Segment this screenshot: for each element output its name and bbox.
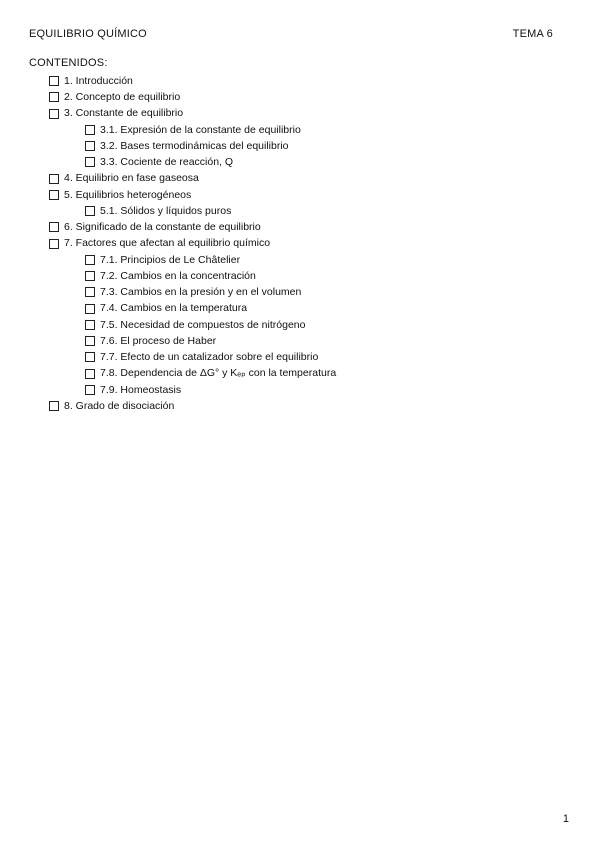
toc-checkbox[interactable] — [49, 239, 59, 249]
toc-item — [0, 268, 600, 284]
toc-checkbox[interactable] — [85, 125, 95, 135]
toc-checkbox[interactable] — [85, 206, 95, 216]
toc-checkbox[interactable] — [85, 336, 95, 346]
topic-label: TEMA 6 — [512, 28, 553, 40]
toc-checkbox[interactable] — [85, 157, 95, 167]
toc-item — [0, 154, 600, 170]
toc-item-label: 6. Significado de la constante de equilibrio — [64, 221, 261, 234]
toc-checkbox[interactable] — [49, 109, 59, 119]
toc-checkbox[interactable] — [85, 320, 95, 330]
toc-item-label: 7.8. Dependencia de ΔG° y Kₑₚ con la temperatura — [100, 367, 337, 380]
toc-item — [0, 398, 600, 414]
toc-item — [0, 203, 600, 219]
toc-checkbox[interactable] — [49, 401, 59, 411]
toc-checkbox[interactable] — [85, 287, 95, 297]
toc-item-label: 7.9. Homeostasis — [100, 383, 182, 396]
contents-heading: CONTENIDOS: — [29, 57, 108, 69]
toc-item-label: 7.5. Necesidad de compuestos de nitrógeno — [100, 318, 306, 331]
toc-item-label: 3.1. Expresión de la constante de equilibrio — [100, 123, 301, 136]
toc-item-label: 7.6. El proceso de Haber — [100, 334, 217, 347]
toc-item-label: 5. Equilibrios heterogéneos — [64, 188, 192, 201]
toc-checkbox[interactable] — [85, 369, 95, 379]
toc-item — [0, 366, 600, 382]
toc-checkbox[interactable] — [49, 76, 59, 86]
toc-item — [0, 252, 600, 268]
toc-item — [0, 73, 600, 89]
toc-item-label: 3. Constante de equilibrio — [64, 107, 184, 120]
toc-item — [0, 382, 600, 398]
toc-item-label: 1. Introducción — [64, 74, 133, 87]
toc-item-label: 7.3. Cambios en la presión y en el volumen — [100, 286, 302, 299]
toc-checkbox[interactable] — [85, 271, 95, 281]
toc-item-label: 7.7. Efecto de un catalizador sobre el equilibrio — [100, 351, 319, 364]
toc-checkbox[interactable] — [49, 222, 59, 232]
toc-item — [0, 187, 600, 203]
toc-item-label: 7.1. Principios de Le Châtelier — [100, 253, 241, 266]
toc-item-label: 7.2. Cambios en la concentración — [100, 269, 256, 282]
toc-checkbox[interactable] — [85, 141, 95, 151]
toc-checkbox[interactable] — [85, 352, 95, 362]
toc-item — [0, 349, 600, 365]
toc-item-label: 2. Concepto de equilibrio — [64, 91, 181, 104]
toc-item — [0, 171, 600, 187]
toc-item-label: 8. Grado de disociación — [64, 399, 175, 412]
toc-checkbox[interactable] — [49, 174, 59, 184]
toc-item — [0, 317, 600, 333]
toc-item — [0, 333, 600, 349]
toc-checkbox[interactable] — [85, 385, 95, 395]
toc-checkbox[interactable] — [49, 190, 59, 200]
toc-item-label: 5.1. Sólidos y líquidos puros — [100, 204, 232, 217]
toc-item-label: 3.3. Cociente de reacción, Q — [100, 156, 234, 169]
toc-item — [0, 122, 600, 138]
toc-item — [0, 138, 600, 154]
table-of-contents — [0, 73, 600, 414]
toc-item — [0, 284, 600, 300]
document-title: EQUILIBRIO QUÍMICO — [29, 28, 147, 40]
toc-item-label: 3.2. Bases termodinámicas del equilibrio — [100, 139, 289, 152]
toc-item — [0, 106, 600, 122]
toc-checkbox[interactable] — [49, 92, 59, 102]
page-number: 1 — [562, 813, 569, 825]
toc-checkbox[interactable] — [85, 304, 95, 314]
toc-item-label: 7.4. Cambios en la temperatura — [100, 302, 248, 315]
toc-item — [0, 301, 600, 317]
toc-item — [0, 89, 600, 105]
toc-item — [0, 219, 600, 235]
toc-checkbox[interactable] — [85, 255, 95, 265]
toc-item-label: 7. Factores que afectan al equilibrio químico — [64, 237, 271, 250]
toc-item — [0, 236, 600, 252]
toc-item-label: 4. Equilibrio en fase gaseosa — [64, 172, 199, 185]
